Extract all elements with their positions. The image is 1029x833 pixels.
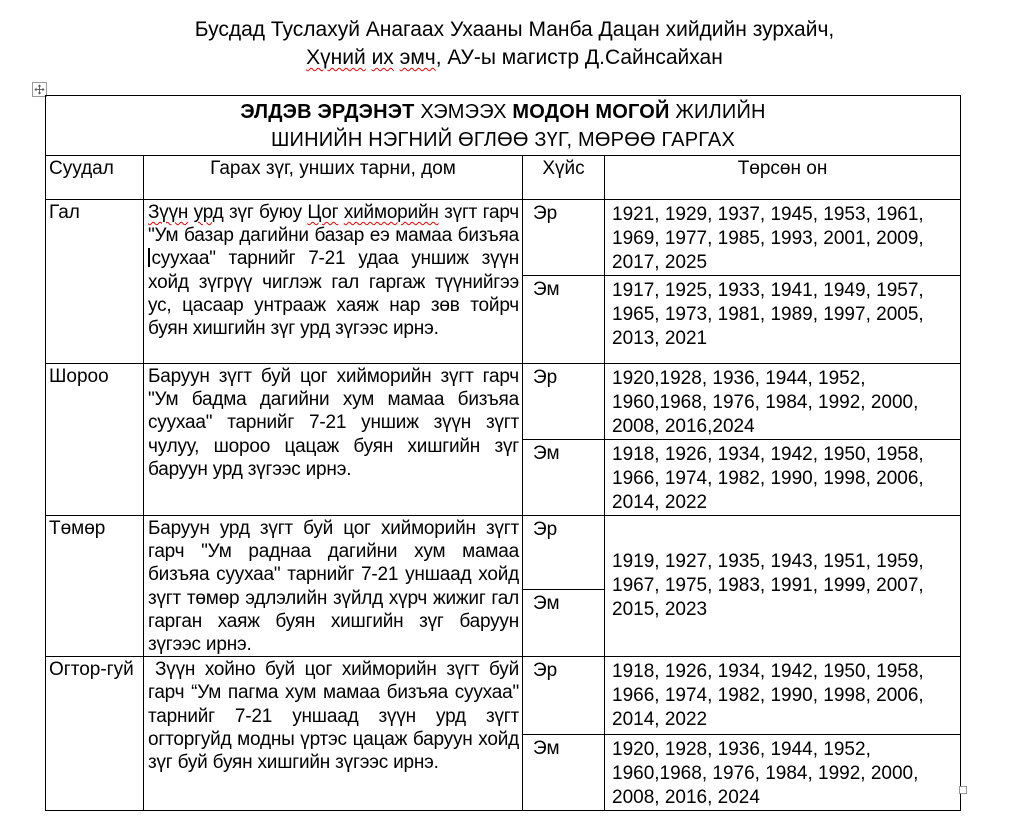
gender-cell-female[interactable]: Эм [523,735,605,811]
seat-cell-ogtorguy[interactable]: Огтор-гуй [46,657,144,811]
title-reg-1: ХЭМЭЭХ [414,101,513,123]
misspelled-word: их [371,46,394,69]
desc-cell-tumur[interactable] [144,516,523,657]
byline-line2 [0,44,1029,72]
desc-text-shoroo: Баруун зүгт буй цог хийморийн зүгт гарч "Ум бадма дагийни хум мамаа бизъяа суухаа" тарнийг 7-21 уншиж зүүн зүгт чулуу, шороо цацаж буян хишгийн зүг баруун урд зүгээс ирнэ. [148,366,519,480]
text-cursor [148,248,150,267]
gender-cell-male[interactable]: Эр [523,200,605,276]
gender-cell-female[interactable]: Эм [523,440,605,516]
header-birth-year[interactable]: Төрсөн он [605,156,961,200]
seat-cell-gal[interactable]: Гал [46,200,144,364]
misspelled-word: эмч [399,46,436,69]
years-cell-shoroo-female[interactable]: 1918, 1926, 1934, 1942, 1950, 1958, 1966, 1974, 1982, 1990, 1998, 2006, 2014, 2022 [605,440,961,516]
title-reg-2: ЖИЛИЙН [669,101,766,123]
byline[interactable] [0,16,1029,72]
misspelled-word: Хүний [306,46,366,69]
desc-text-ogtorguy: Зүүн хойно буй цог хийморийн зүгт буй гарч “Ум пагма хум мамаа бизъяа суухаа" тарнийг 7-21 уншаад зүүн урд зүгт огторгуйд модны үртэс цацаж баруун хойд зүг буй буян хишгийн зүгээс ирнэ. [148,659,519,774]
table-title-line2: ШИНИЙН НЭГНИЙ ӨГЛӨӨ ЗҮГ, МӨРӨӨ ГАРГАХ [270,129,736,151]
seat-cell-shoroo[interactable]: Шороо [46,364,144,516]
years-cell-tumur-all[interactable]: 1919, 1927, 1935, 1943, 1951, 1959, 1967, 1975, 1983, 1991, 1999, 2007, 2015, 2023 [605,516,961,657]
header-seat[interactable]: Суудал [46,156,144,200]
table-row-shoroo [46,364,961,440]
table-title-cell[interactable] [46,96,961,156]
table-row-gal [46,200,961,276]
years-cell-gal-male[interactable]: 1921, 1929, 1937, 1945, 1953, 1961, 1969, 1977, 1985, 1993, 2001, 2009, 2017, 2025 [605,200,961,276]
desc-cell-gal[interactable] [144,200,523,364]
misspelled-word: хийморийн [343,202,439,223]
desc-text-gal: Зүүн урд зүг буюу Цог хийморийн зүгт гарч "Ум базар дагийни базар еэ мамаа бизъяа суухаа" тарнийг 7-21 удаа уншиж зүүн хойд зүгрүү чиглэж гал гаргаж түүнийгээ ус, цасаар унтрааж хаяж нар зөв тойрч буян хишгийн зүг урд зүгээс ирнэ. [148,202,519,340]
years-cell-ogtorguy-male[interactable]: 1918, 1926, 1934, 1942, 1950, 1958, 1966, 1974, 1982, 1990, 1998, 2006, 2014, 2022 [605,657,961,735]
gender-cell-male[interactable]: Эр [523,657,605,735]
table-row-tumur [46,516,961,590]
misspelled-word: Цог [307,202,339,223]
gender-cell-female[interactable]: Эм [523,589,605,657]
misspelled-word: урд [193,202,224,223]
table-row-ogtorguy [46,657,961,735]
header-gender[interactable]: Хүйс [523,156,605,200]
title-bold-1: ЭЛДЭВ ЭРДЭНЭТ [240,101,415,123]
title-bold-2: МОДОН МОГОЙ [512,101,670,123]
gender-cell-male[interactable]: Эр [523,516,605,590]
zurhai-table [45,95,961,811]
misspelled-word: Зүүн [148,202,189,223]
header-direction-tarni[interactable]: Гарах зүг, унших тарни, дом [144,156,523,200]
desc-cell-shoroo[interactable] [144,364,523,516]
move-arrows-icon [34,84,45,95]
table-title-row [46,96,961,156]
byline-line1: Бусдад Туслахуй Анагаах Ухааны Манба Дацан хийдийн зурхайч, [194,18,835,41]
seat-cell-tumur[interactable]: Төмөр [46,516,144,657]
years-cell-gal-female[interactable]: 1917, 1925, 1933, 1941, 1949, 1957, 1965, 1973, 1981, 1989, 1997, 2005, 2013, 2021 [605,276,961,364]
desc-cell-ogtorguy[interactable] [144,657,523,811]
table-resize-handle[interactable] [959,786,967,794]
table-title-line1 [47,98,959,126]
years-cell-shoroo-male[interactable]: 1920,1928, 1936, 1944, 1952, 1960,1968, 1976, 1984, 1992, 2000, 2008, 2016,2024 [605,364,961,440]
years-cell-ogtorguy-female[interactable]: 1920, 1928, 1936, 1944, 1952, 1960,1968, 1976, 1984, 1992, 2000, 2008, 2016, 2024 [605,735,961,811]
gender-cell-male[interactable]: Эр [523,364,605,440]
gender-cell-female[interactable]: Эм [523,276,605,364]
table-header-row [46,156,961,200]
byline-rest: , АУ-ы магистр Д.Сайнсайхан [435,46,723,69]
desc-text-tumur: Баруун урд зүгт буй цог хийморийн зүгт гарч "Ум раднаа дагийни хум мамаа бизъяа суухаа" тарнийг 7-21 уншаад хойд зүгт төмөр эдлэлийн зүйлд хүрч жижиг гал гарган хаяж буян хишгийн зүг баруун зүгээс ирнэ. [148,518,519,656]
